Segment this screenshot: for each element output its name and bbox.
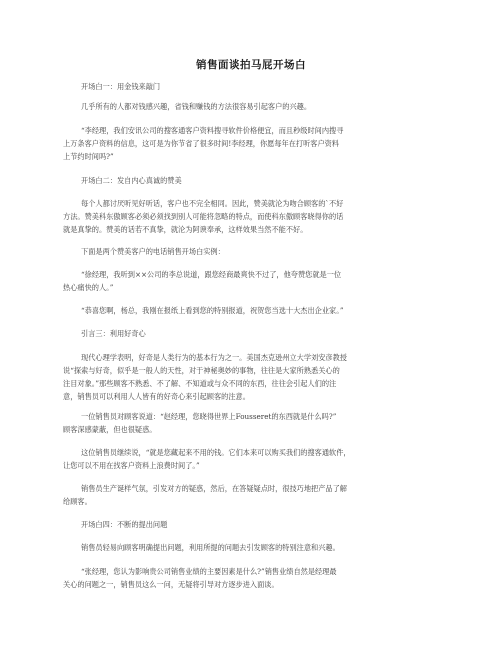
document-title: 销售面谈拍马屁开场白: [196, 59, 306, 71]
paragraph-line: “张经理，您认为影响贵公司销售业绩的主要因素是什么?”销售业绩自然是经理最: [81, 567, 337, 576]
paragraph-line: 热心痛快的人。”: [63, 283, 114, 292]
paragraph-line: 方法。赞美科东傲顾客必须必须找到别人可能将忽略的特点，而使科东傲顾客晓得你的话: [63, 212, 344, 221]
paragraph: [63, 197, 443, 236]
paragraph: [63, 541, 443, 554]
paragraph-line: 几乎所有的人都对钱感兴趣，省钱和赚钱的方法很容易引起客户的兴趣。: [81, 102, 312, 111]
paragraph-line: 给顾客。: [63, 497, 92, 506]
paragraph-line: 销售员轻易向顾客明确提出问题，利用所提的问题去引发顾客的特别注意和兴趣。: [81, 543, 340, 552]
paragraph: [63, 518, 443, 531]
paragraph-line: 下面是两个赞美客户的电话销售开场白实例：: [81, 247, 225, 256]
paragraph-line: 每个人都讨厌听见好听话，客户也不完全相同。因此，赞美就沦为吻合顾客的`不好: [81, 199, 344, 208]
paragraph-line: 上节约时间吗?”: [63, 152, 114, 161]
paragraph: [63, 268, 443, 294]
paragraph: [63, 304, 443, 317]
paragraph-line: 就是真挚的。赞美的话若不真挚，就沦为阿谀奉承，这样效果当然不能不好。: [63, 225, 308, 234]
paragraph: [63, 446, 443, 472]
paragraph: [63, 100, 443, 113]
paragraph: [63, 80, 443, 93]
paragraph: [63, 410, 443, 436]
paragraph-line: 注目对象。”那些顾客不熟悉、不了解、不知道或与众不同的东西，往往会引起人们的注: [63, 379, 337, 388]
paragraph: [63, 482, 443, 508]
paragraph-line: 让您可以不用在找客户资料上浪费时间了。”: [63, 461, 200, 470]
paragraph: [63, 327, 443, 340]
paragraph-line: 这位销售员继续说，“就是您藏起来不用的钱。它们本来可以购买我们的搜客通软件，: [81, 448, 351, 457]
paragraph: [63, 174, 443, 187]
paragraph: [63, 124, 443, 163]
paragraph-line: “李经理，我们安讯公司的搜客通客户资料搜寻软件价格便宜，而且秒级时间内搜寻: [81, 126, 344, 135]
paragraph-line: 顾客深感蒙蔽，但也很疑惑。: [63, 425, 157, 434]
paragraph-line: “恭喜您啊，杨总，我刚在报纸上看到您的特别报道，祝贺您当选十大杰出企业家。”: [81, 306, 344, 315]
paragraph: [63, 565, 443, 591]
paragraph-line: 开场白四：不断的提出问题: [81, 520, 168, 529]
paragraph-line: 意，销售员可以利用人人皆有的好奇心来引起顾客的注意。: [63, 392, 250, 401]
paragraph-line: 关心的问题之一，销售员这么一问，无疑将引导对方逐步进入面谈。: [63, 580, 279, 589]
paragraph-line: 现代心理学表明，好奇是人类行为的基本行为之一。美国杰克逊州立大学刘安彦教授: [81, 353, 347, 362]
paragraph-line: “徐经理，我听到××公司的李总说道，跟您经商最爽快不过了，他夸赞您就是一位: [81, 270, 342, 279]
paragraph-line: 开场白二：发自内心真诚的赞美: [81, 176, 182, 185]
paragraph-line: 说“探索与好奇，似乎是一般人的天性，对于神秘奥妙的事物，往往是大家所熟悉关心的: [63, 366, 340, 375]
paragraph-line: 上万条客户资料的信息，这可是为你节省了很多时间!李经理，你愿每年在打听客户资料: [63, 139, 340, 148]
paragraph-line: 开场白一：用金钱来敲门: [81, 82, 161, 91]
paragraph: [63, 245, 443, 258]
paragraph-line: 一位销售员对顾客说道：“赵经理，您晓得世界上Fousseret的东西就是什么吗?”: [81, 412, 337, 421]
paragraph-line: 引言三：利用好奇心: [81, 329, 146, 338]
paragraph-line: 销售员生产诞样气氛，引发对方的疑惑，然后，在答疑疑点时，很技巧地把产品了解: [81, 484, 347, 493]
paragraph: [63, 351, 443, 403]
